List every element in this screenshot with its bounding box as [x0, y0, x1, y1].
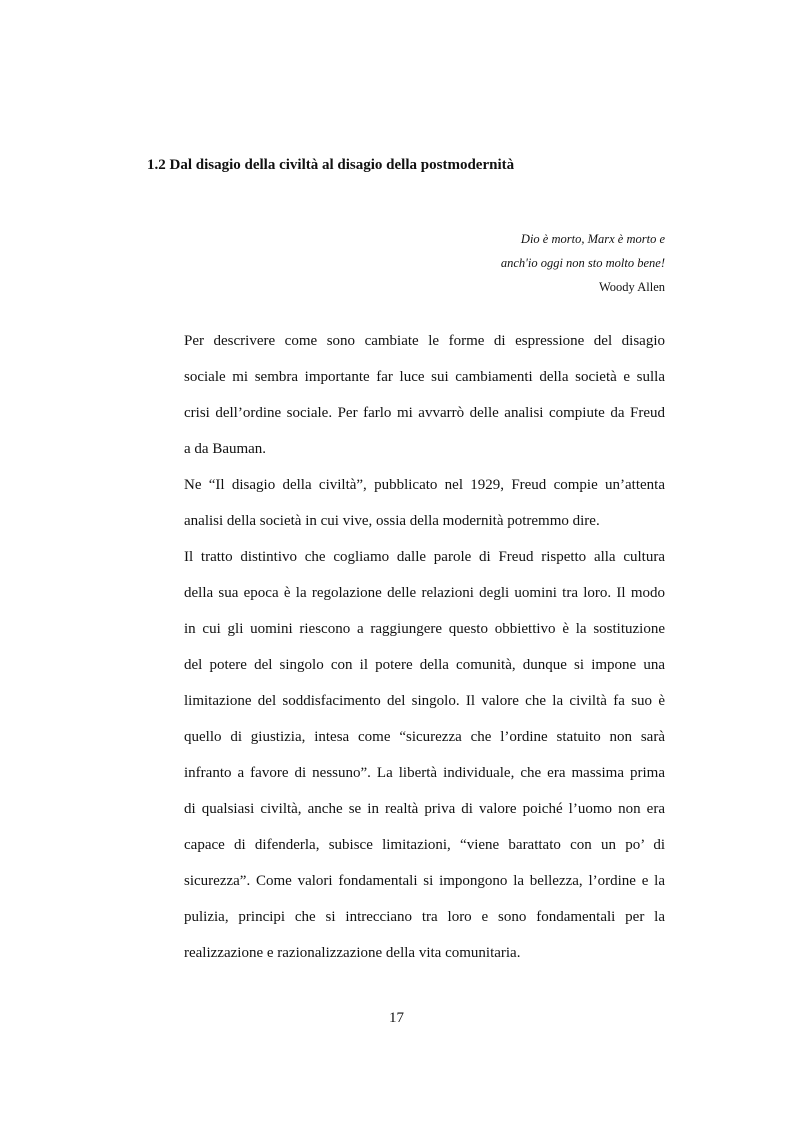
body-line: del potere del singolo con il potere della comunità, dunque si impone una — [184, 657, 665, 673]
body-line: crisi dell’ordine sociale. Per farlo mi avvarrò delle analisi compiute da Freud — [184, 405, 665, 421]
epigraph-author: Woody Allen — [598, 280, 665, 294]
body-line: in cui gli uomini riescono a raggiungere questo obbiettivo è la sostituzione — [184, 621, 665, 637]
body-line: Per descrivere come sono cambiate le forme di espressione del disagio — [184, 333, 665, 349]
body-line: limitazione del soddisfacimento del singolo. Il valore che la civiltà fa suo è — [184, 693, 665, 709]
epigraph-line: Dio è morto, Marx è morto e — [520, 232, 665, 246]
body-line: infranto a favore di nessuno”. La libertà individuale, che era massima prima — [184, 765, 665, 781]
body-line: realizzazione e razionalizzazione della vita comunitaria. — [184, 945, 521, 961]
epigraph — [501, 227, 665, 299]
body-line: capace di difenderla, subisce limitazioni, “viene barattato con un po’ di — [184, 837, 665, 853]
body-line: pulizia, principi che si intrecciano tra loro e sono fondamentali per la — [184, 909, 665, 925]
body-line: Il tratto distintivo che cogliamo dalle parole di Freud rispetto alla cultura — [184, 549, 665, 565]
body-line: sociale mi sembra importante far luce sui cambiamenti della società e sulla — [184, 369, 665, 385]
body-line: quello di giustizia, intesa come “sicurezza che l’ordine statuito non sarà — [184, 729, 665, 745]
body-line: a da Bauman. — [184, 441, 267, 457]
body-line: di qualsiasi civiltà, anche se in realtà priva di valore poiché l’uomo non era — [184, 801, 665, 817]
body-line: Ne “Il disagio della civiltà”, pubblicato nel 1929, Freud compie un’attenta — [184, 477, 665, 493]
body-line: della sua epoca è la regolazione delle relazioni degli uomini tra loro. Il modo — [184, 585, 665, 601]
body-line: analisi della società in cui vive, ossia della modernità potremmo dire. — [184, 513, 600, 529]
epigraph-line: anch'io oggi non sto molto bene! — [500, 256, 665, 270]
section-heading: 1.2 Dal disagio della civiltà al disagio della postmodernità — [147, 157, 515, 173]
page-number: 17 — [389, 1010, 404, 1026]
body-text — [184, 323, 665, 971]
body-line: sicurezza”. Come valori fondamentali si impongono la bellezza, l’ordine e la — [184, 873, 665, 889]
